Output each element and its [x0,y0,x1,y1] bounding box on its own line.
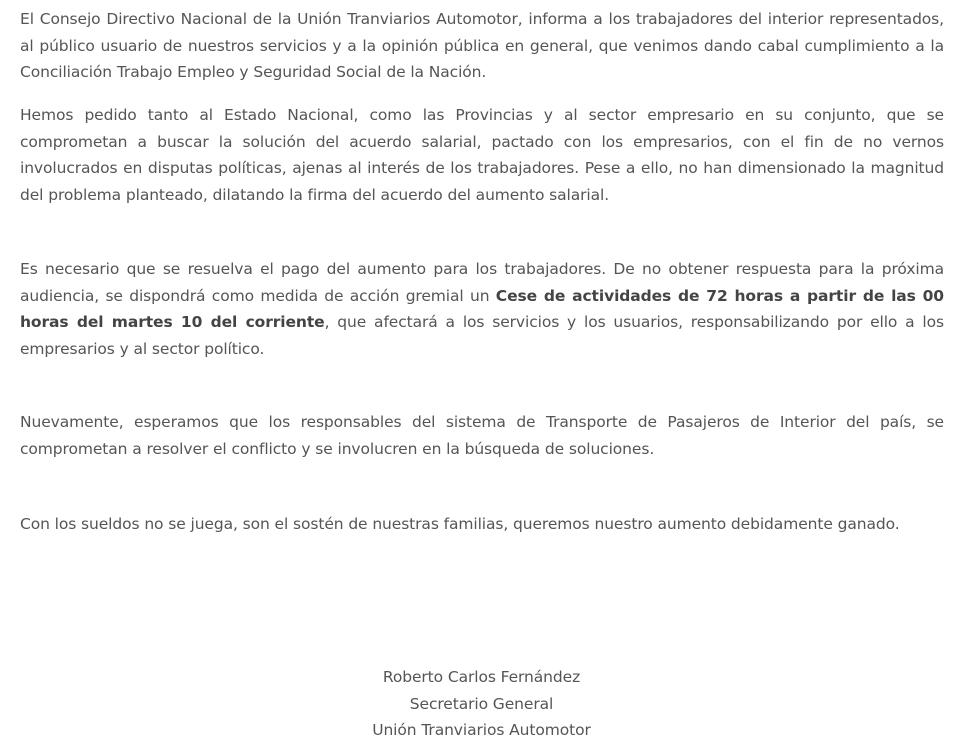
paragraph-intro: El Consejo Directivo Nacional de la Unión Tranviarios Automotor, informa a los trabajadores del interior representados, al público usuario de nuestros servicios y a la opinión pública en general, que venimos dando cabal cumplimiento a la Conciliación Trabajo Empleo y Seguridad Social de la Nación. [20,10,944,81]
paragraph-appeal: Nuevamente, esperamos que los responsables del sistema de Transporte de Pasajeros de Interior del país, se comprometan a resolver el conflicto y se involucren en la búsqueda de soluciones. [20,413,944,458]
signature-organization: Unión Tranviarios Automotor [372,721,591,739]
signature-block [0,664,963,744]
paragraph-request: Hemos pedido tanto al Estado Nacional, como las Provincias y al sector empresario en su conjunto, que se comprometan a buscar la solución del acuerdo salarial, pactado con los empresarios, con el fin de no vernos involucrados en disputas políticas, ajenas al interés de los trabajadores. Pese a ello, no han dimensionado la magnitud del problema planteado, dilatando la firma del acuerdo del aumento salarial. [20,106,944,204]
strike-notice-text-before: Es necesario que se resuelva el pago del aumento para los trabajadores. De no obtener respuesta para la próxima audiencia, se dispondrá como medida de acción gremial un [20,260,944,305]
paragraph-strike-notice [20,256,944,362]
paragraph-closing: Con los sueldos no se juega, son el sostén de nuestras familias, queremos nuestro aumento debidamente ganado. [20,515,900,533]
strike-notice-text-after: , que afectará a los servicios y los usuarios, responsabilizando por ello a los empresarios y al sector político. [20,313,944,358]
strike-notice-highlight: Cese de actividades de 72 horas a partir de las 00 horas del martes 10 del corriente [20,286,944,331]
signature-role: Secretario General [409,694,554,713]
signature-name: Roberto Carlos Fernández [382,668,581,686]
